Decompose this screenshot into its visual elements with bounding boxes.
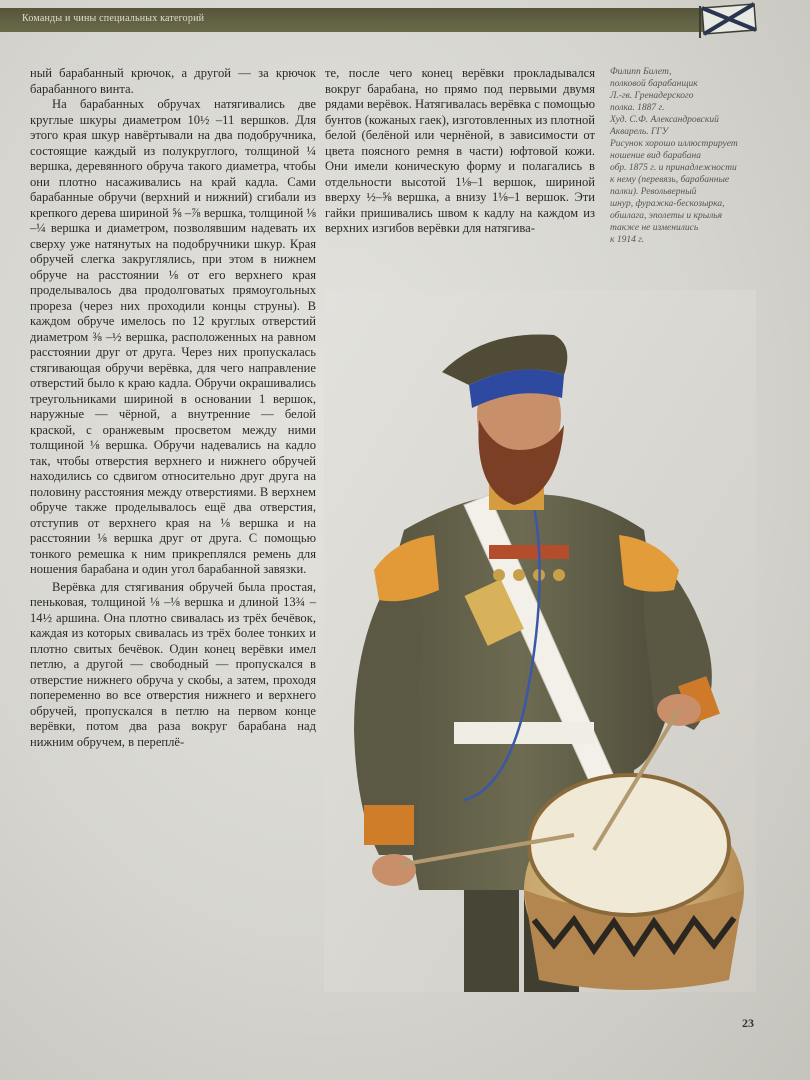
caption-line: Л.-гв. Гренадерского (610, 91, 694, 101)
paragraph: Верёвка для стягивания обручей была простая, пеньковая, толщиной ⅛ –⅛ вершка и длиной 13¾ –14½ аршина. Она плотно свивалась из трёх бечёвок, каждая из которых свивалась из трёх более тонких и плотно свитых бечёвок. Один конец верёвки имел петлю, а другой — свободный — пропускался в отверстие нижнего обруча у скобы, а затем, проходя попеременно во все отверстия нижнего и верхнего обручей, пропускался в петлю на первом конце верёвки, потом два раза вокруг барабана над нижним обручем, в переплё- (30, 579, 316, 749)
caption-line: Худ. С.Ф. Александровский (610, 115, 719, 125)
running-title: Команды и чины специальных категорий (22, 13, 205, 24)
drummer-watercolor-illustration (324, 290, 756, 992)
caption-line: также не изменились (610, 223, 699, 233)
caption-line: ношение вид барабана (610, 151, 701, 161)
caption-line: обр. 1875 г. и принадлежности (610, 163, 737, 173)
caption-line: обшлага, эполеты и крылья (610, 211, 723, 221)
caption-line: Акварель. ГГУ (610, 127, 669, 137)
caption-line: полковой барабанщик (610, 79, 698, 89)
caption-line: Филипп Билет, (610, 67, 672, 77)
caption-line: к 1914 г. (610, 235, 645, 245)
flag-emblem-icon (698, 2, 760, 38)
caption-line: к нему (перевязь, барабанные палки). Револьверный (610, 175, 730, 197)
caption-line: Рисунок хорошо иллюстрирует (610, 139, 738, 149)
caption-line: шнур, фуражка-бескозырка, (610, 199, 725, 209)
page-number: 23 (742, 1016, 754, 1030)
left-text-column (30, 66, 316, 750)
paragraph: ный барабанный крючок, а другой — за крючок барабанного винта. (30, 66, 316, 96)
paragraph: те, после чего конец верёвки прокладывался вокруг барабана, но прямо под первыми двумя рядами верёвок. Натягивалась верёвка с помощью бунтов (кожаных гаек), изготовленных из плотной белой (белёной или чернёной, в зависимости от цвета поясного ремня в части) юфтовой кожи. Они имели коническую форму и полагались в отдельности высотой 1⅛–1 вершок, шириной вверху ½–⅝ вершка, а внизу 1⅛–1 вершок. Эти гайки пришивались швом к кадлу на каждом из верхних изгибов верёвки для натягива- (325, 66, 595, 235)
illustration-caption (610, 66, 750, 246)
middle-text-column (325, 66, 595, 237)
paragraph: На барабанных обручах натягивались две круглые шкуры диаметром 10½ –11 вершков. Для этого края шкур навёртывали на два подобручника, состоящие каждый из полукруглого, толщиной ¼ вершка, деревянного обруча такого диаметра, чтобы они плотно насаживались на край кадла. Сами барабанные обручи (верхний и нижний) сгибали из крепкого дерева шириной ⅝ –⅞ вершка, толщиной ⅛ –¼ вершка и диаметром, позволявшим надевать их сверху уже натянутых на подобручники шкур. Края обручей слегка закруглялись, при этом в нижнем обруче на расстоянии ⅛ от его верхнего края проделывалось два продолговатых прямоугольных прореза (через них проходили концы струны). В каждом обруче имелось по 12 круглых отверстий диаметром ⅜ –½ вершка, расположенных на равном расстоянии друг от друга. Через них пропускалась стягивающая обручи верёвка, для чего направление отверстий было к краю кадла. Обручи окрашивались треугольниками шириной в основании 1 вершок, наружные — чёрной, а внутренние — белой краской, с оранжевым просветом между ними толщиной ⅛ вершка. Обручи надевались на кадло так, чтобы отверстия верхнего и нижнего обручей находились со сдвигом относительно друг друга на половину расстояния между отверстиями. В верхнем обруче также проделывалось ещё два отверстия, отступив от верхнего края на ⅛ вершка и на расстоянии ⅛ вершка друг от друга. С помощью тонкого ремешка к ним прикреплялся ремень для ношения барабана и один угол барабанной завязки. (30, 97, 316, 576)
caption-line: полка. 1887 г. (610, 103, 665, 113)
